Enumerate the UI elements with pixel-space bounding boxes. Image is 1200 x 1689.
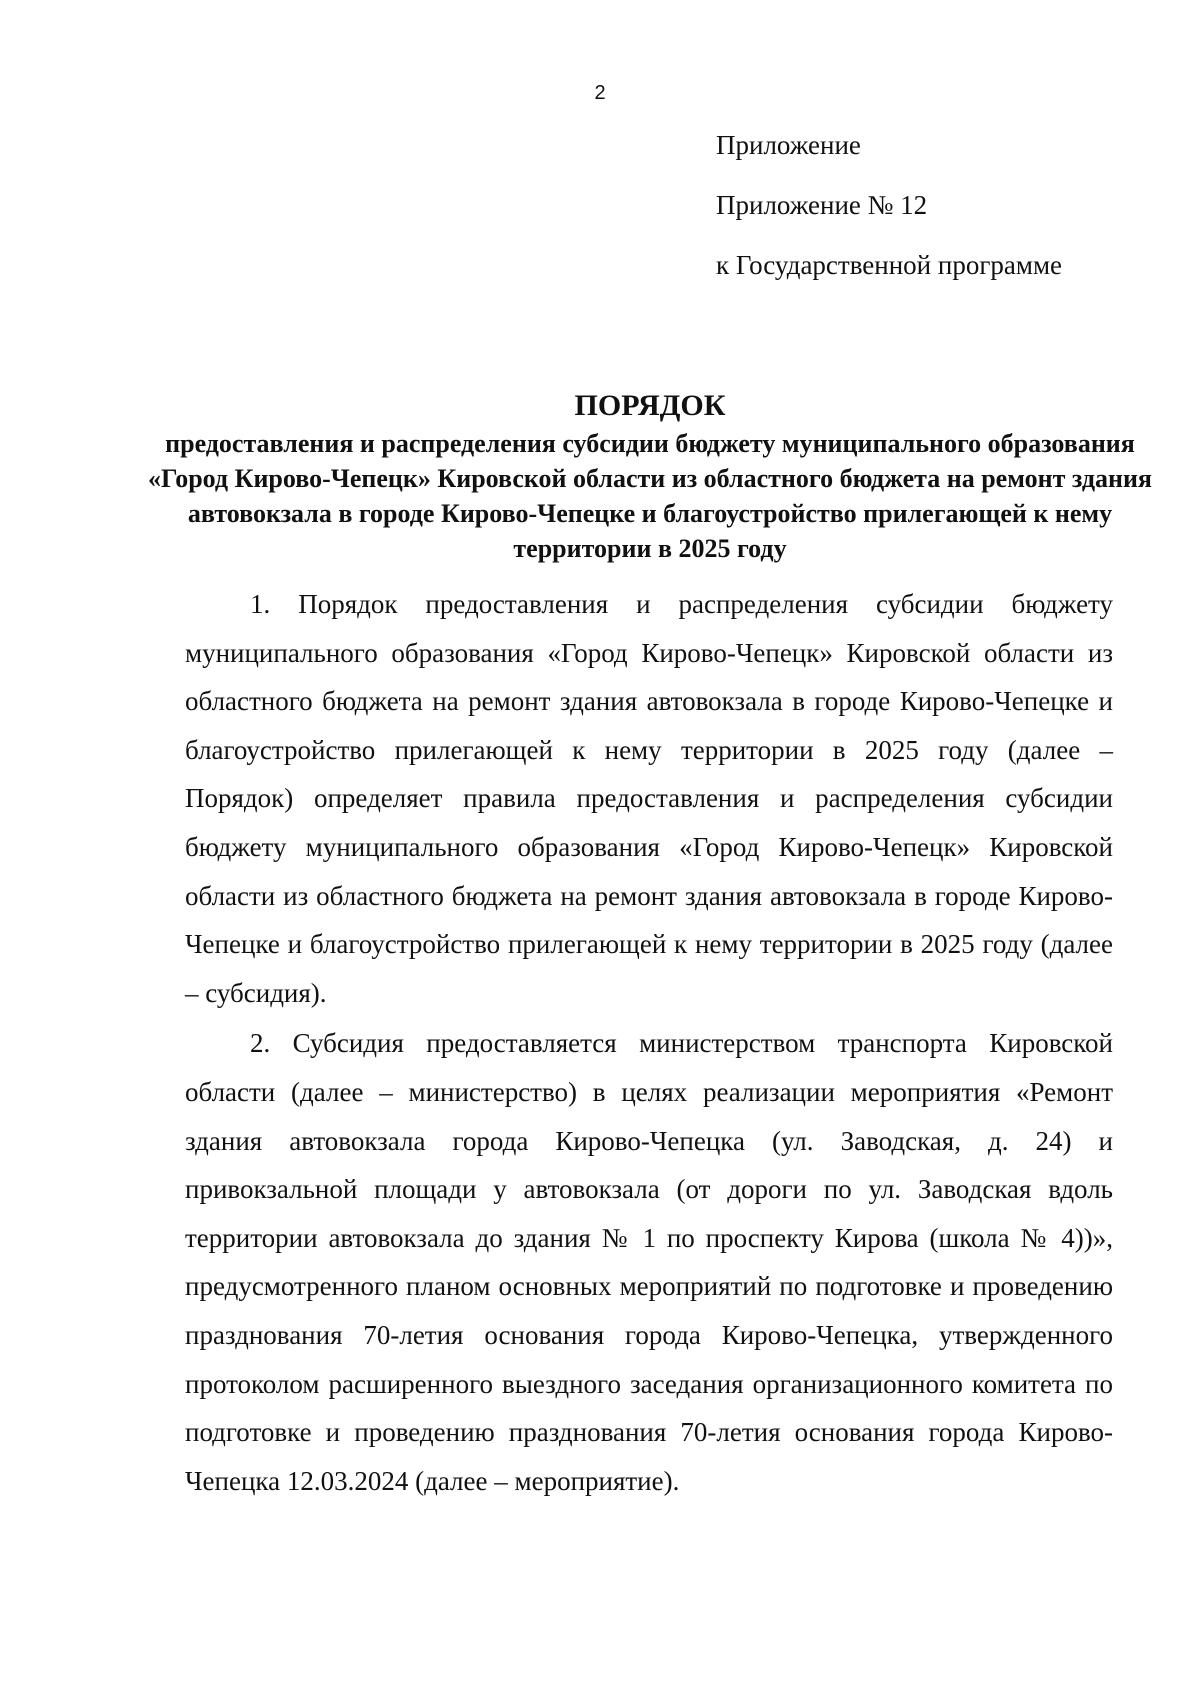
page-number: 2 [594,82,606,104]
document-heading [130,388,1170,566]
paragraph-2: 2. Субсидия предоставляется министерством транспорта Кировской области (далее – министерство) в целях реализации мероприятия «Ремонт здания автовокзала города Кирово-Чепецка (ул. Заводская, д. 24) и привокзальной площади у автовокзала (от дороги по ул. Заводская вдоль территории автовокзала до здания № 1 по проспекту Кирова (школа № 4))», предусмотренного планом основных мероприятий по подготовке и проведению празднования 70-летия основания города Кирово-Чепецка, утвержденного протоколом расширенного выездного заседания организационного комитета по подготовке и проведению празднования 70-летия основания города Кирово-Чепецка 12.03.2024 (далее – мероприятие). [185,1028,1113,1496]
paragraph-1: 1. Порядок предоставления и распределения субсидии бюджету муниципального образования «Город Кирово-Чепецк» Кировской области из областного бюджета на ремонт здания автовокзала в городе Кирово-Чепецке и благоустройство прилегающей к нему территории в 2025 году (далее – Порядок) определяет правила предоставления и распределения субсидии бюджету муниципального образования «Город Кирово-Чепецк» Кировской области из областного бюджета на ремонт здания автовокзала в городе Кирово-Чепецке и благоустройство прилегающей к нему территории в 2025 году (далее – субсидия). [185,589,1113,1008]
appendix-line-3: к Государственной программе [716,250,1063,280]
document-title: ПОРЯДОК [574,389,726,422]
appendix-block [716,130,1062,310]
appendix-line-2: Приложение № 12 [716,190,928,220]
document-body [185,580,1113,1505]
document-subtitle: предоставления и распределения субсидии бюджету муниципального образования «Город Кирово-Чепецк» Кировской области из областного бюджета на ремонт здания автовокзала в городе Кирово-Чепецке и благоустройство прилегающей к нему территории в 2025 году [147,429,1153,563]
appendix-line-1: Приложение [716,130,861,160]
